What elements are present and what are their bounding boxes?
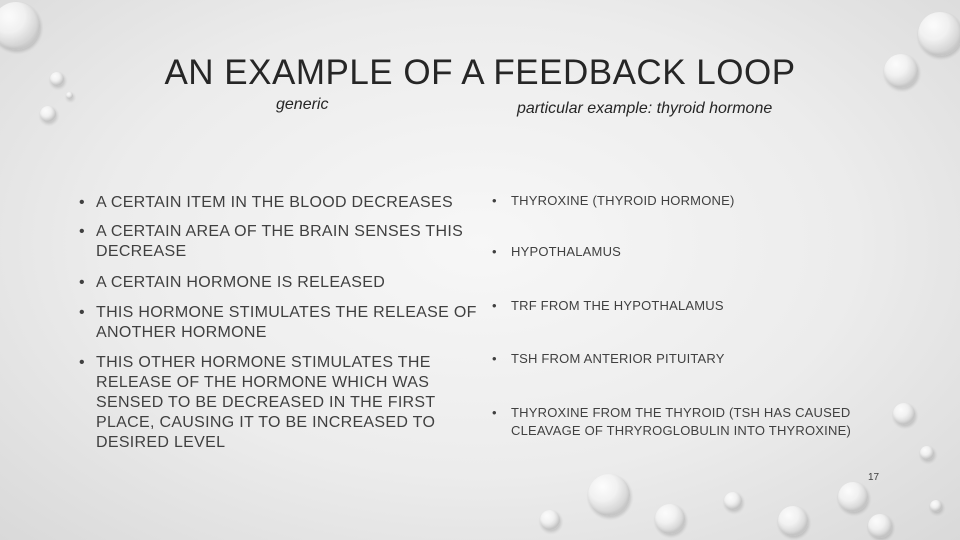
page-number: 17 [868,472,880,483]
left-bullet-item [79,273,496,293]
right-bullet-item [492,297,911,315]
water-drop-decoration [778,506,808,536]
bullet-text: A CERTAIN ITEM IN THE BLOOD DECREASES [96,194,453,211]
bullet-dot-icon: • [492,193,497,208]
water-drop-decoration [918,12,960,56]
left-column-heading: generic [276,96,329,113]
water-drop-decoration [0,2,40,50]
bullet-dot-icon: • [79,194,85,211]
water-drop-decoration [66,92,73,99]
bullet-dot-icon: • [79,354,85,371]
water-drop-decoration [868,514,892,538]
water-drop-decoration [884,54,918,88]
bullet-text: THIS OTHER HORMONE STIMULATES THE RELEASE OF THE HORMONE WHICH WAS SENSED TO BE DECREASED IN THE FIRST PLACE, CAUSING IT TO BE INCREASED TO DESIRED LEVEL [96,354,436,451]
water-drop-decoration [724,492,742,510]
water-drop-decoration [920,446,934,460]
left-bullet-item [79,353,481,453]
bullet-dot-icon: • [492,244,497,259]
bullet-text: A CERTAIN HORMONE IS RELEASED [96,274,386,291]
bullet-dot-icon: • [492,405,497,420]
bullet-text: HYPOTHALAMUS [511,244,622,259]
bullet-dot-icon: • [492,351,497,366]
right-bullet-item [492,350,911,368]
right-bullet-item [492,243,911,261]
bullet-dot-icon: • [79,274,85,291]
water-drop-decoration [540,510,560,530]
right-bullet-item [492,404,903,440]
bullet-text: TRF FROM THE HYPOTHALAMUS [511,298,724,313]
water-drop-decoration [588,474,630,516]
bullet-text: THIS HORMONE STIMULATES THE RELEASE OF ANOTHER HORMONE [96,304,477,341]
left-bullet-item [79,193,496,213]
left-bullet-item [79,303,491,343]
bullet-dot-icon: • [79,304,85,321]
right-bullet-item [492,192,911,210]
bullet-dot-icon: • [492,298,497,313]
slide-title: AN EXAMPLE OF A FEEDBACK LOOP [164,53,796,92]
right-column-heading: particular example: thyroid hormone [517,100,773,117]
water-drop-decoration [40,106,56,122]
water-drop-decoration [655,504,685,534]
water-drop-decoration [930,500,942,512]
bullet-dot-icon: • [79,223,85,240]
bullet-text: THYROXINE (THYROID HORMONE) [511,193,735,208]
water-drop-decoration [50,72,64,86]
left-bullet-item [79,222,476,262]
water-drop-decoration [838,482,868,512]
bullet-text: TSH FROM ANTERIOR PITUITARY [511,351,725,366]
bullet-text: THYROXINE FROM THE THYROID (TSH HAS CAUSED CLEAVAGE OF THRYROGLOBULIN INTO THYROXINE) [511,405,851,438]
bullet-text: A CERTAIN AREA OF THE BRAIN SENSES THIS DECREASE [96,223,464,260]
